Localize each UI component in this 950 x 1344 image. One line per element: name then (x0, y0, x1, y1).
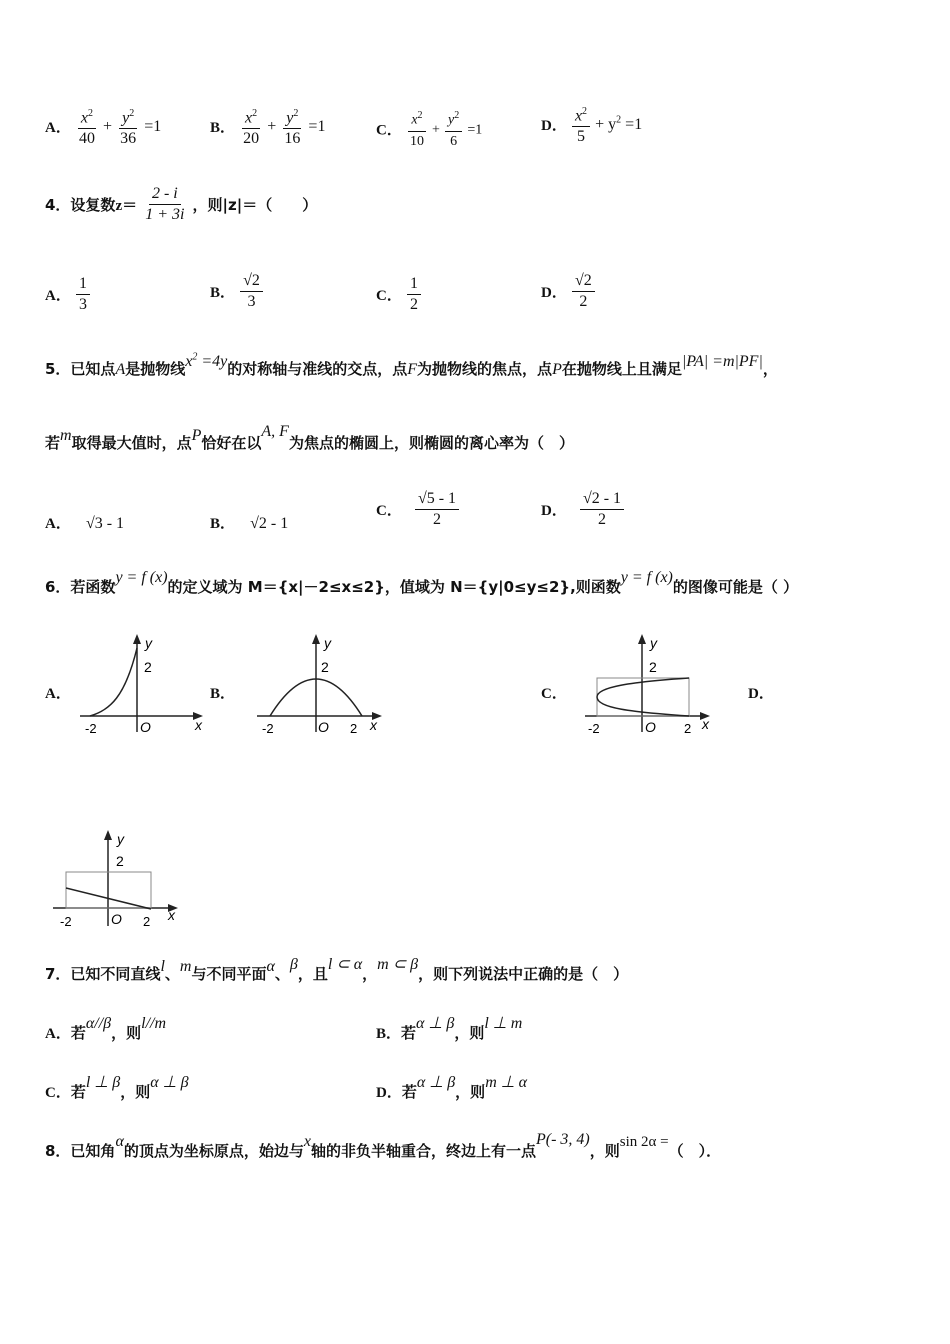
svg-text:x: x (168, 907, 175, 923)
q5-option-b: B． √2 - 1 (210, 515, 289, 532)
q5-option-d: D． $\frac{√2 - 1}{2}$ (541, 490, 624, 529)
svg-text:-2: -2 (85, 721, 97, 736)
svg-text:2: 2 (684, 721, 692, 736)
svg-text:y: y (145, 635, 152, 651)
q3-option-b: B． $\frac{x^2}{20}$ + $\frac{y^2}{16}$ =1 (210, 105, 325, 148)
graph-c (580, 632, 720, 740)
q3-option-c: C． $\frac{x^2}{10}$ + $\frac{y^2}{6}$ =1 (376, 107, 482, 151)
graph-d (48, 828, 188, 936)
question-5-line-1: 5．已知点A是抛物线$x^2 =4y$的对称轴与准线的交点，点F为抛物线的焦点，点P在抛物线上且满足|PA| =m|PF|， (45, 351, 778, 378)
svg-text:2: 2 (116, 853, 124, 869)
svg-text:2: 2 (321, 659, 329, 675)
svg-text:x: x (702, 716, 709, 732)
q5-option-a: A． √3 - 1 (45, 515, 125, 532)
svg-text:y: y (650, 635, 657, 651)
q6-label-a: A． (45, 686, 71, 702)
svg-text:O: O (140, 719, 151, 735)
svg-text:-2: -2 (60, 914, 72, 929)
svg-text:O: O (645, 719, 656, 735)
question-6: 6．若函数y = f (x)的定义域为 M＝{x|－2≤x≤2}，值域为 N＝{y|0≤y≤2},则函数y = f (x)的图像可能是（ ） (45, 569, 799, 596)
q7-option-d: D．若α ⊥ β，则m ⊥ α (376, 1074, 528, 1101)
graph-a (75, 632, 215, 740)
svg-text:x: x (195, 717, 202, 733)
q4-option-d: D． $\frac{√2}{2}$ (541, 272, 595, 311)
q4-option-c: C． $\frac{1}{2}$ (376, 275, 421, 314)
q3-option-a: A． $\frac{x^2}{40}$ + $\frac{y^2}{36}$ =1 (45, 105, 161, 148)
svg-text:-2: -2 (588, 721, 600, 736)
svg-text:2: 2 (350, 721, 358, 736)
q7-option-c: C．若l ⊥ β，则α ⊥ β (45, 1074, 189, 1101)
q4-option-a: A． $\frac{1}{3}$ (45, 275, 90, 314)
q7-option-b: B．若α ⊥ β，则l ⊥ m (376, 1015, 523, 1042)
q4-option-b: B． $\frac{√2}{3}$ (210, 272, 263, 311)
question-8: 8．已知角α的顶点为坐标原点，始边与x轴的非负半轴重合，终边上有一点P(- 3, 4)，则sin 2α =（ ）． (45, 1131, 722, 1160)
svg-text:2: 2 (143, 914, 151, 929)
svg-text:y: y (324, 635, 331, 651)
svg-text:y: y (117, 831, 124, 847)
question-4: 4．设复数z＝ $\frac{2 - i}{1 + 3i}$ ，则|z|＝（ ） (45, 185, 318, 223)
question-5-line-2: 若m取得最大值时，点P恰好在以A, F为焦点的椭圆上，则椭圆的离心率为（ ） (45, 423, 574, 452)
svg-text:2: 2 (649, 659, 657, 675)
q6-label-b: B． (210, 686, 236, 702)
q3-option-d: D． $\frac{x^2}{5}$ + $y^2 =1$ (541, 103, 642, 146)
svg-text:x: x (370, 717, 377, 733)
graph-b (252, 632, 392, 740)
q6-label-c: C． (541, 686, 567, 702)
svg-text:O: O (111, 911, 122, 927)
svg-text:2: 2 (144, 659, 152, 675)
svg-text:O: O (318, 719, 329, 735)
q5-option-c: C． $\frac{√5 - 1}{2}$ (376, 490, 459, 529)
q6-label-d: D． (748, 686, 774, 702)
question-7: 7．已知不同直线l、m与不同平面α、β，且l ⊂ α，m ⊂ β，则下列说法中正确的是（ ） (45, 956, 629, 983)
svg-text:-2: -2 (262, 721, 274, 736)
q7-option-a: A．若α//β，则l//m (45, 1015, 167, 1042)
